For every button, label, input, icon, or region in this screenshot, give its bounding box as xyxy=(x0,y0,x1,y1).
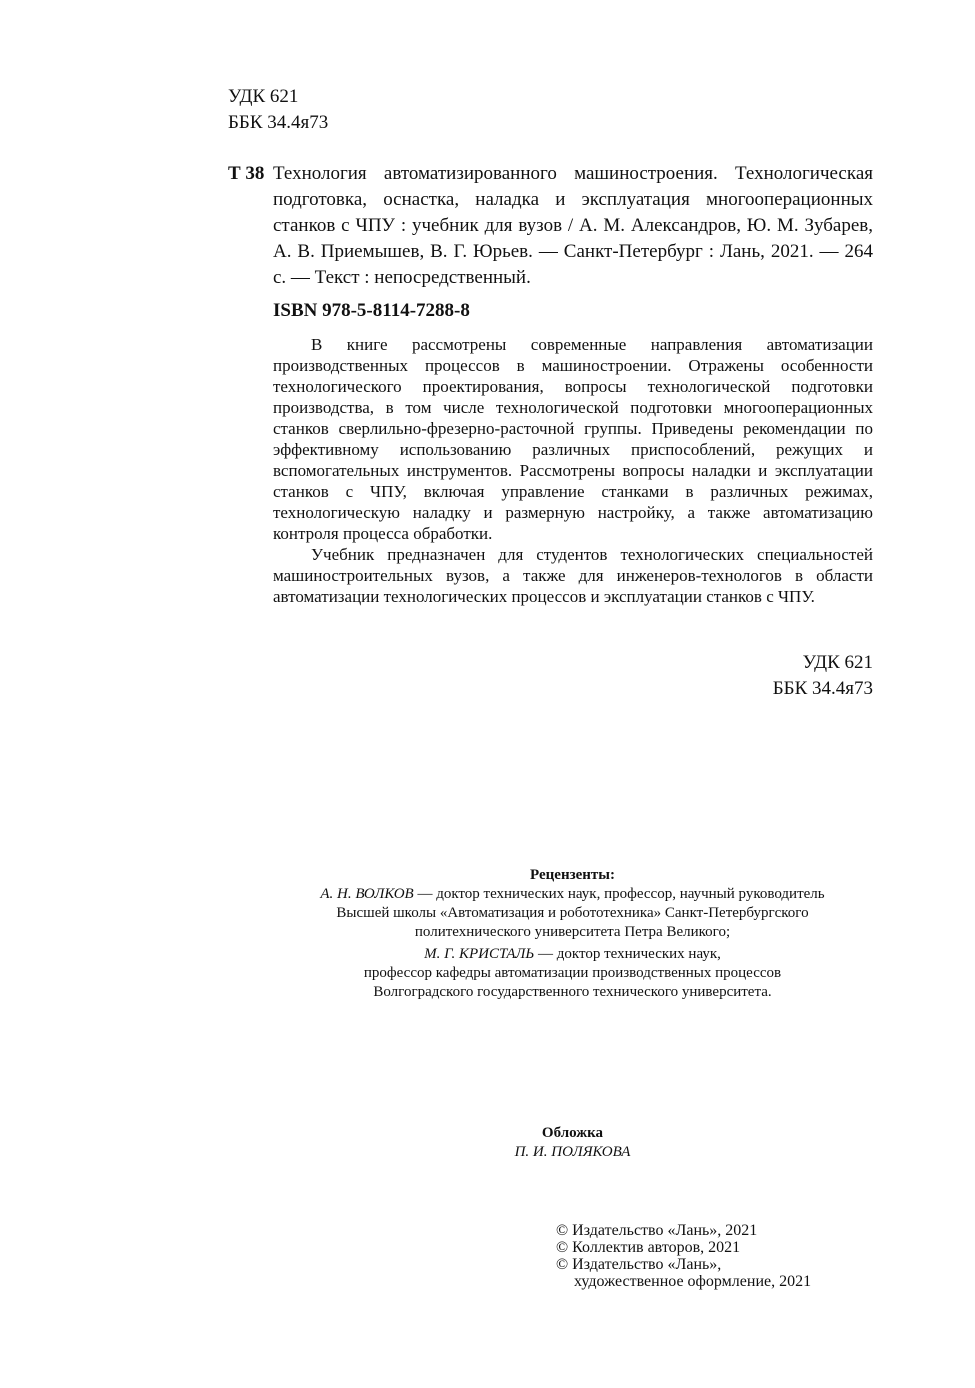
reviewer-2-line-2: профессор кафедры автоматизации производственных процессов xyxy=(363,965,782,981)
udk-code: УДК 621 xyxy=(228,86,299,107)
reviewer-2 xyxy=(200,945,945,964)
copyright-line-1: © Издательство «Лань», 2021 xyxy=(556,1222,758,1239)
cover-designer: П. И. ПОЛЯКОВА xyxy=(514,1144,631,1160)
copyright-line-3: © Издательство «Лань», xyxy=(556,1256,722,1273)
reviewer-1 xyxy=(200,885,945,904)
abstract-paragraph-2: Учебник предназначен для студентов технологических специальностей машиностроительных вузов, а также для инженеров-технологов в области автоматизации технологических процессов и эксплуатации станков с ЧПУ. xyxy=(273,545,873,606)
author-mark: Т 38 xyxy=(228,163,265,184)
bbk-code-right: ББК 34.4я73 xyxy=(772,678,873,699)
abstract xyxy=(273,334,873,607)
cover-credit xyxy=(200,1124,945,1162)
reviewer-1-line-3: политехнического университета Петра Великого; xyxy=(414,924,731,940)
top-classification xyxy=(228,84,328,136)
right-classification xyxy=(600,650,873,702)
reviewer-2-name: М. Г. КРИСТАЛЬ xyxy=(424,946,535,962)
reviewers-block xyxy=(200,866,945,1002)
udk-code-right: УДК 621 xyxy=(802,652,873,673)
bibliographic-record xyxy=(273,161,873,291)
bibliographic-description: Технология автоматизированного машиностроения. Технологическая подготовка, оснастка, наладка и эксплуатация многооперационных станков с ЧПУ : учебник для вузов / А. М. Александров, Ю. М. Зубарев, А. В. Приемышев, В. Г. Юрьев. — Санкт-Петербург : Лань, 2021. — 264 с. — Текст : непосредственный. xyxy=(273,163,873,288)
cover-heading: Обложка xyxy=(541,1125,604,1141)
reviewer-2-line-3: Волгоградского государственного технического университета. xyxy=(373,984,772,1000)
copyright-block xyxy=(556,1222,811,1290)
reviewer-1-name: А. Н. ВОЛКОВ xyxy=(320,886,414,902)
reviewers-heading: Рецензенты: xyxy=(530,867,615,883)
reviewer-2-line-1: — доктор технических наук, xyxy=(534,946,721,962)
isbn: ISBN 978-5-8114-7288-8 xyxy=(273,300,470,321)
copyright-line-4: художественное оформление, 2021 xyxy=(574,1273,812,1290)
copyright-line-2: © Коллектив авторов, 2021 xyxy=(556,1239,741,1256)
abstract-paragraph-1: В книге рассмотрены современные направления автоматизации производственных процессов в машиностроении. Отражены особенности технологического проектирования, вопросы технологической подготовки производства, в том числе технологической подготовки многооперационных станков сверлильно-фрезерно-расточной группы. Приведены рекомендации по эффективному использованию различных приспособлений, режущих и вспомогательных инструментов. Рассмотрены вопросы наладки и эксплуатации станков с ЧПУ, включая управление станками в различных режимах, технологическую наладку и размерную настройку, а также автоматизацию контроля процесса обработки. xyxy=(273,335,873,543)
reviewer-1-line-2: Высшей школы «Автоматизация и робототехника» Санкт-Петербургского xyxy=(336,905,809,921)
bbk-code: ББК 34.4я73 xyxy=(228,112,329,133)
reviewer-1-line-1: — доктор технических наук, профессор, научный руководитель xyxy=(413,886,825,902)
